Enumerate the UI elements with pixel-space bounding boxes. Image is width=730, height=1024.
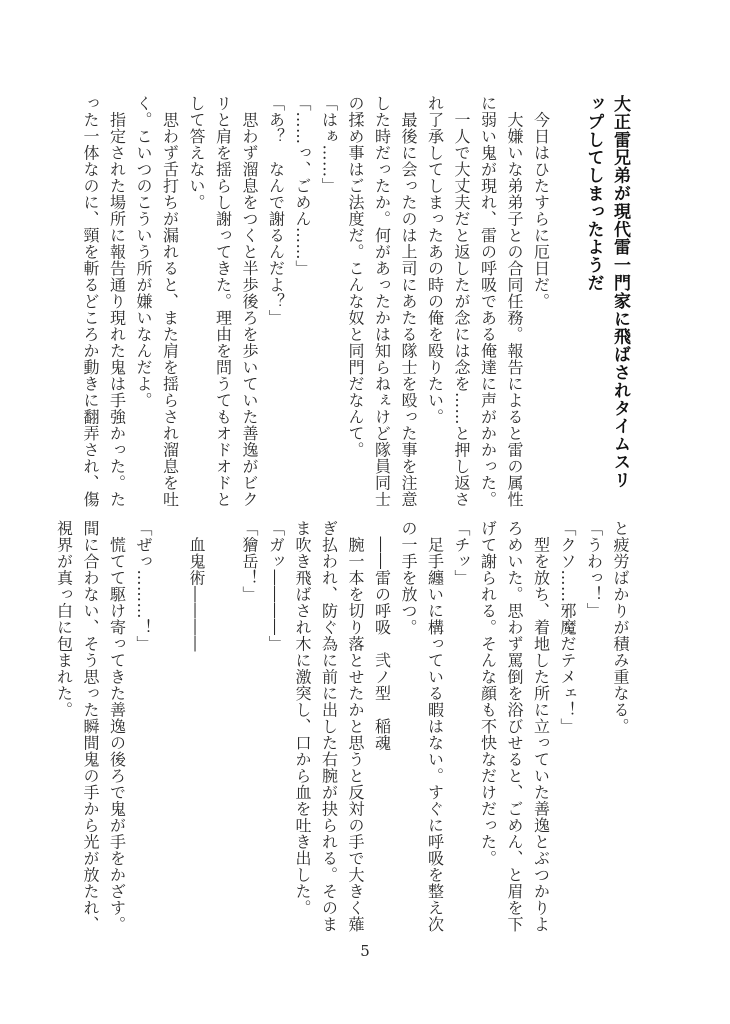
text-line: 一人で大丈夫だと返したが念には念を……と押し返さ <box>452 95 471 508</box>
text-line: 足手纏いに構っている暇はない。すぐに呼吸を整え次 <box>425 520 445 933</box>
text-line: ぎ払われ、防ぐ為に前に出した右腕が抉られる。そのま <box>319 520 339 933</box>
blank-line <box>209 520 236 940</box>
text-line: の揉め事はご法度だ。こんな奴と同門だなんて。 <box>346 95 365 458</box>
text-line: 思わず舌打ちが漏れると、また肩を揺らされ溜息を吐 <box>160 95 180 508</box>
chapter-title-line: 大正雷兄弟が現代雷一門家に飛ばされタイムスリ <box>610 95 630 489</box>
text-line: 指定された場所に報告通り現れた鬼は手強かった。た <box>107 95 127 508</box>
text-line: の一手を放つ。 <box>399 520 418 636</box>
text-line: に弱い鬼が現れ、雷の呼吸である俺達に声がかかった。 <box>478 95 498 508</box>
text-line: ――雷の呼吸 弐ノ型 稲魂 <box>372 520 392 751</box>
text-line: く。こいつのこういう所が嫌いなんだよ。 <box>134 95 153 409</box>
text-line: った一体なのに、頸を斬るどころか動きに翻弄され、傷 <box>81 95 100 508</box>
text-line: と疲労ばかりが積み重なる。 <box>611 520 630 735</box>
text-line: ろめいた。思わず罵倒を浴びせると、ごめん、と眉を下 <box>505 520 524 933</box>
text-line: 「……っ、ごめん……」 <box>293 95 312 277</box>
blank-line <box>156 520 183 940</box>
upper-text-block <box>77 95 634 515</box>
text-line: 「うわっ！」 <box>584 520 604 619</box>
lower-text-block <box>50 520 633 940</box>
text-line: 「チッ」 <box>452 520 471 586</box>
text-line: 「獪岳！」 <box>240 520 259 603</box>
text-line: 大嫌いな弟弟子との合同任務。報告によると雷の属性 <box>505 95 524 508</box>
text-line: して答えない。 <box>187 95 206 211</box>
blank-line <box>554 95 581 515</box>
text-line: 視界が真っ白に包まれた。 <box>54 520 74 718</box>
text-line: 「あ？ なんで謝るんだよ？」 <box>266 95 286 326</box>
text-line: ま吹き飛ばされ木に激突し、口から血を吐き出した。 <box>293 520 312 916</box>
text-line: 型を放ち、着地した所に立っていた善逸とぶつかりよ <box>531 520 551 933</box>
text-line: 思わず溜息をつくと半歩後ろを歩いていた善逸がビク <box>240 95 259 508</box>
text-line: リと肩を揺らし謝ってきた。理由を問うてもオドオドと <box>213 95 233 508</box>
text-line: した時だったか。何があったかは知らねぇけど隊員同士 <box>372 95 392 508</box>
text-line: 間に合わない、そう思った瞬間鬼の手から光が放たれ、 <box>81 520 100 933</box>
text-line: 血鬼術―――― <box>187 520 206 652</box>
chapter-title-line: ップしてしまったようだ <box>583 95 604 292</box>
text-line: 最後に会ったのは上司にあたる隊士を殴った事を注意 <box>399 95 418 508</box>
text-line: 「ぜっ………！」 <box>134 520 153 652</box>
text-line: 今日はひたすらに厄日だ。 <box>531 95 551 310</box>
page-number: 5 <box>360 942 370 960</box>
text-line: 慌てて駆け寄ってきた善逸の後ろで鬼が手をかざす。 <box>107 520 127 933</box>
text-line: 「ガッ――――」 <box>266 520 286 652</box>
text-line: 腕一本を切り落とせたかと思うと反対の手で大きく薙 <box>346 520 365 933</box>
text-line: げて謝られる。そんな顔も不快なだけだった。 <box>478 520 498 867</box>
text-line: れ了承してしまったあの時の俺を殴りたい。 <box>425 95 445 425</box>
text-line: 「はぁ……」 <box>319 95 339 194</box>
text-line: 「クソ……邪魔だテメェ！」 <box>558 520 577 735</box>
